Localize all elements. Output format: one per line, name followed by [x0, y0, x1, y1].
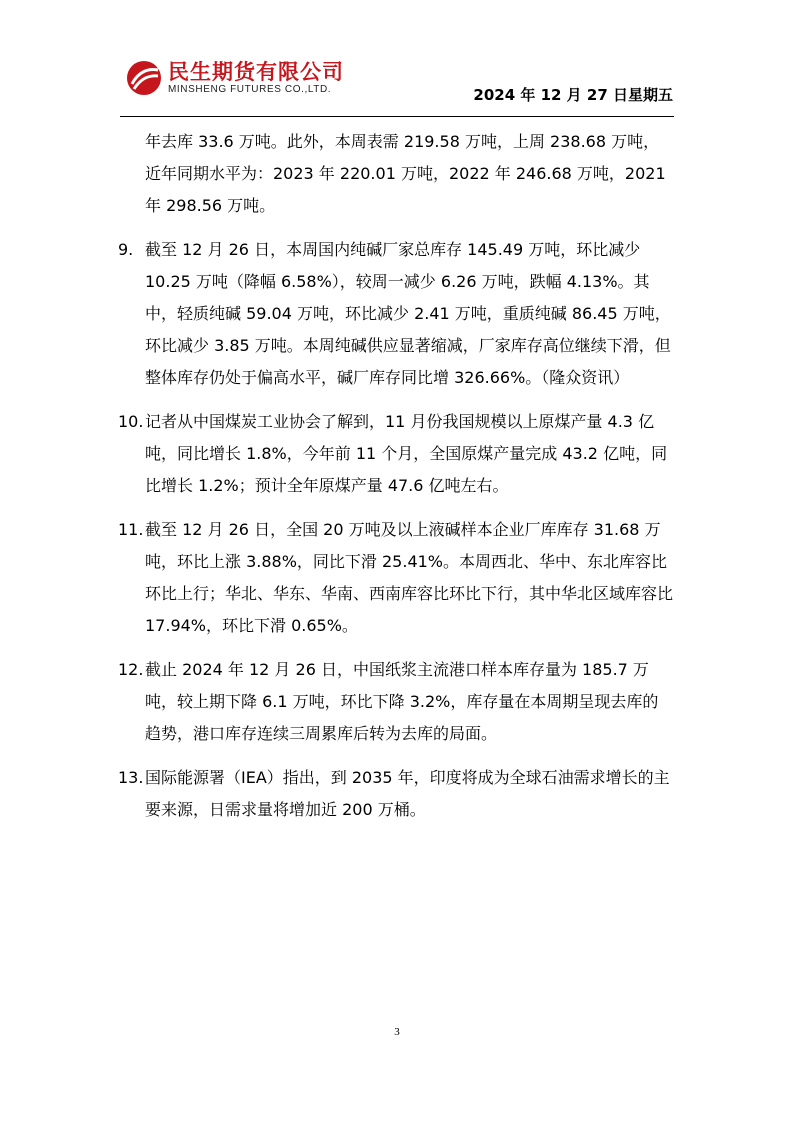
page-header [0, 0, 794, 120]
list-item-number: 13. [118, 768, 144, 787]
list-item-text: 记者从中国煤炭工业协会了解到，11 月份我国规模以上原煤产量 4.3 亿吨，同比增长 1.8%，今年前 11 个月，全国原煤产量完成 43.2 亿吨，同比增长 1.2%；预计全年原煤产量 47.6 亿吨左右。 [145, 412, 668, 495]
list-item [0, 126, 794, 222]
list-item-number: 11. [118, 520, 144, 539]
news-list [0, 126, 794, 826]
company-logo [124, 56, 364, 104]
list-item [0, 514, 794, 642]
report-date: 2024 年 12 月 27 日星期五 [473, 86, 673, 104]
list-item-text: 年去库 33.6 万吨。此外，本周表需 219.58 万吨，上周 238.68 万吨，近年同期水平为：2023 年 220.01 万吨，2022 年 246.68 万吨，2021 年 298.56 万吨。 [145, 132, 666, 215]
minsheng-logo-icon [124, 58, 164, 98]
list-item-number: 10. [118, 412, 144, 431]
list-item-text: 国际能源署（IEA）指出，到 2035 年，印度将成为全球石油需求增长的主要来源，日需求量将增加近 200 万桶。 [145, 768, 670, 819]
list-item-text: 截止 2024 年 12 月 26 日，中国纸浆主流港口样本库存量为 185.7 万吨，较上期下降 6.1 万吨，环比下降 3.2%，库存量在本周期呈现去库的趋势，港口库存连续三周累库后转为去库的局面。 [145, 660, 659, 743]
company-name-en: MINSHENG FUTURES CO.,LTD. [168, 84, 332, 95]
list-item-text: 截至 12 月 26 日，全国 20 万吨及以上液碱样本企业厂库库存 31.68 万吨，环比上涨 3.88%，同比下滑 25.41%。本周西北、华中、东北库容比环比上行；华北、华东、华南、西南库容比环比下行，其中华北区域库容比 17.94%，环比下滑 0.65%。 [145, 520, 674, 635]
header-divider [120, 116, 674, 117]
list-item [0, 762, 794, 826]
list-item-number: 9. [118, 240, 134, 259]
list-item [0, 654, 794, 750]
list-item-text: 截至 12 月 26 日，本周国内纯碱厂家总库存 145.49 万吨，环比减少 10.25 万吨（降幅 6.58%），较周一减少 6.26 万吨，跌幅 4.13%。其中，轻质纯碱 59.04 万吨，环比减少 2.41 万吨，重质纯碱 86.45 万吨，环比减少 3.85 万吨。本周纯碱供应显著缩减，厂家库存高位继续下滑，但整体库存仍处于偏高水平，碱厂库存同比增 326.66%。（隆众资讯） [145, 240, 671, 387]
company-name-cn: 民生期货有限公司 [168, 60, 344, 84]
page-number: 3 [394, 1026, 400, 1038]
list-item [0, 234, 794, 394]
list-item-number: 12. [118, 660, 144, 679]
list-item [0, 406, 794, 502]
